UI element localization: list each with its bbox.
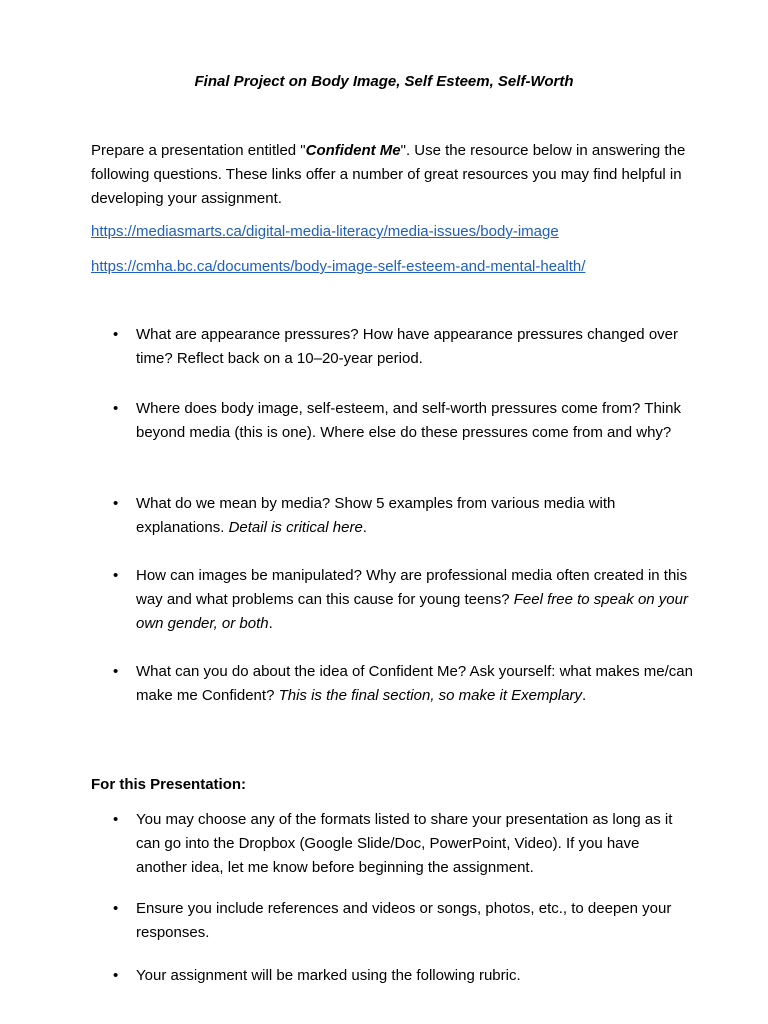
bullet-icon: • [113,663,119,680]
bullet-icon: • [113,495,119,512]
question-text: Where does body image, self-esteem, and self-worth pressures come from? Think beyond media (this is one). Where else do these pressures come from and why? [136,400,681,441]
bullet-icon: • [113,900,119,917]
presentation-item [113,808,693,880]
question-text: What do we mean by media? Show 5 examples from various media with explanations. Detail is critical here. [136,495,616,536]
question-note: This is the final section, so make it Exemplary [278,687,583,704]
question-item [113,397,693,445]
resource-link-cmha[interactable]: https://cmha.bc.ca/documents/body-image-self-esteem-and-mental-health/ [91,258,586,275]
presentation-item-text: You may choose any of the formats listed to share your presentation as long as it can go into the Dropbox (Google Slide/Doc, PowerPoint, Video). If you have another idea, let me know before beginning the assignment. [136,811,673,876]
presentation-item [113,964,693,988]
bullet-icon: • [113,326,119,343]
question-text: How can images be manipulated? Why are professional media often created in this way and what problems can this cause for young teens? Feel free to speak on your own gender, or both. [136,567,688,632]
intro-text-end: ". Use the resource below in answering the following questions. These links offer a number of great resources you may find helpful in developing your assignment. [91,142,686,207]
intro-paragraph [91,139,691,211]
bullet-icon: • [113,567,119,584]
question-text: What can you do about the idea of Confident Me? Ask yourself: what makes me/can make me Confident? This is the final section, so make it Exemplary. [136,663,693,704]
question-item [113,323,693,371]
question-item [113,492,693,540]
presentation-item [113,897,693,945]
question-item [113,660,693,708]
bullet-icon: • [113,400,119,417]
bullet-icon: • [113,811,119,828]
document-title: Final Project on Body Image, Self Esteem, Self-Worth [194,73,574,90]
resource-link-mediasmarts[interactable]: https://mediasmarts.ca/digital-media-literacy/media-issues/body-image [91,223,559,240]
presentation-heading: For this Presentation: [91,776,247,793]
intro-emphasis: Confident Me [305,142,401,159]
question-text: What are appearance pressures? How have appearance pressures changed over time? Reflect back on a 10–20-year period. [136,326,678,367]
intro-text-start: Prepare a presentation entitled " [91,142,306,159]
bullet-icon: • [113,967,119,984]
question-item [113,564,693,636]
question-note: Detail is critical here [228,519,363,536]
presentation-item-text: Ensure you include references and videos or songs, photos, etc., to deepen your responses. [136,900,672,941]
question-note: Feel free to speak on your own gender, or both [136,591,688,632]
presentation-item-text: Your assignment will be marked using the following rubric. [136,967,521,984]
